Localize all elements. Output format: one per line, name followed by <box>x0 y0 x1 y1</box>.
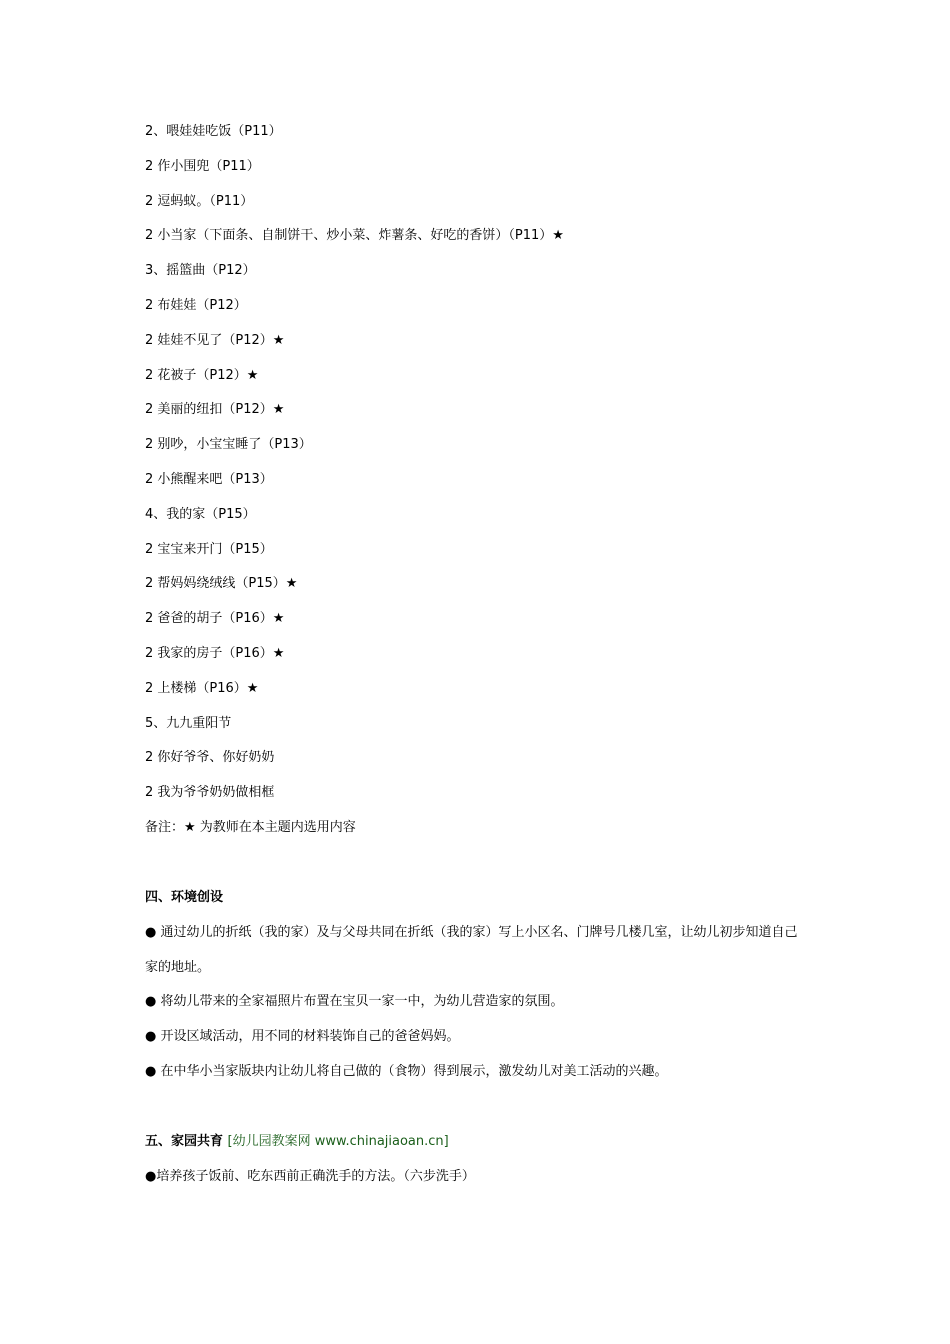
environment-item: ● 将幼儿带来的全家福照片布置在宝贝一家一中，为幼儿营造家的氛围。 <box>145 994 564 1010</box>
activity-line: 2 我家的房子（P16）★ <box>145 645 285 661</box>
activity-line: 2 花被子（P12）★ <box>145 367 259 383</box>
activity-line: 2 爸爸的胡子（P16）★ <box>145 611 285 627</box>
environment-item: ● 在中华小当家版块内让幼儿将自己做的（食物）得到展示，激发幼儿对美工活动的兴趣。 <box>145 1063 668 1079</box>
activity-line: 2 娃娃不见了（P12）★ <box>145 332 285 348</box>
activity-line: 2 小熊醒来吧（P13） <box>145 471 273 487</box>
activity-line: 2 布娃娃（P12） <box>145 297 247 313</box>
environment-item: ● 通过幼儿的折纸（我的家）及与父母共同在折纸（我的家）写上小区名、门牌号几楼几室，让幼儿初步知道自己家的地址。 <box>145 925 798 976</box>
section-heading-text: 五、家园共育 <box>145 1133 224 1149</box>
note-line: 备注：★ 为教师在本主题内选用内容 <box>145 819 356 835</box>
section-spacer <box>145 855 825 890</box>
activity-line: 5、九九重阳节 <box>145 715 232 731</box>
activity-line: 3、摇篮曲（P12） <box>145 263 256 279</box>
activity-line: 2 宝宝来开门（P15） <box>145 541 273 557</box>
activity-line: 2 小当家（下面条、自制饼干、炒小菜、炸薯条、好吃的香饼）（P11）★ <box>145 228 564 244</box>
activity-line: 4、我的家（P15） <box>145 506 256 522</box>
environment-item: ● 开设区域活动，用不同的材料装饰自己的爸爸妈妈。 <box>145 1029 460 1045</box>
activity-line: 2 你好爷爷、你好奶奶 <box>145 750 275 766</box>
activity-line: 2 逗蚂蚁。（P11） <box>145 193 254 209</box>
section-spacer <box>145 1099 825 1134</box>
website-link[interactable]: [幼儿园教案网 www.chinajiaoan.cn] <box>227 1133 449 1149</box>
activity-line: 2 美丽的纽扣（P12）★ <box>145 402 285 418</box>
activity-line: 2 别吵，小宝宝睡了（P13） <box>145 437 312 453</box>
activity-line: 2 我为爷爷奶奶做相框 <box>145 785 275 801</box>
activity-line: 2 作小围兜（P11） <box>145 158 260 174</box>
activity-line: 2 上楼梯（P16）★ <box>145 680 259 696</box>
section-heading-environment: 四、环境创设 <box>145 889 224 905</box>
document-page <box>145 124 825 1203</box>
activity-line: 2、喂娃娃吃饭（P11） <box>145 124 282 139</box>
section-heading-home-school <box>145 1134 825 1150</box>
home-school-item: ●培养孩子饭前、吃东西前正确洗手的方法。（六步洗手） <box>145 1168 475 1184</box>
activity-line: 2 帮妈妈绕绒线（P15）★ <box>145 576 298 592</box>
